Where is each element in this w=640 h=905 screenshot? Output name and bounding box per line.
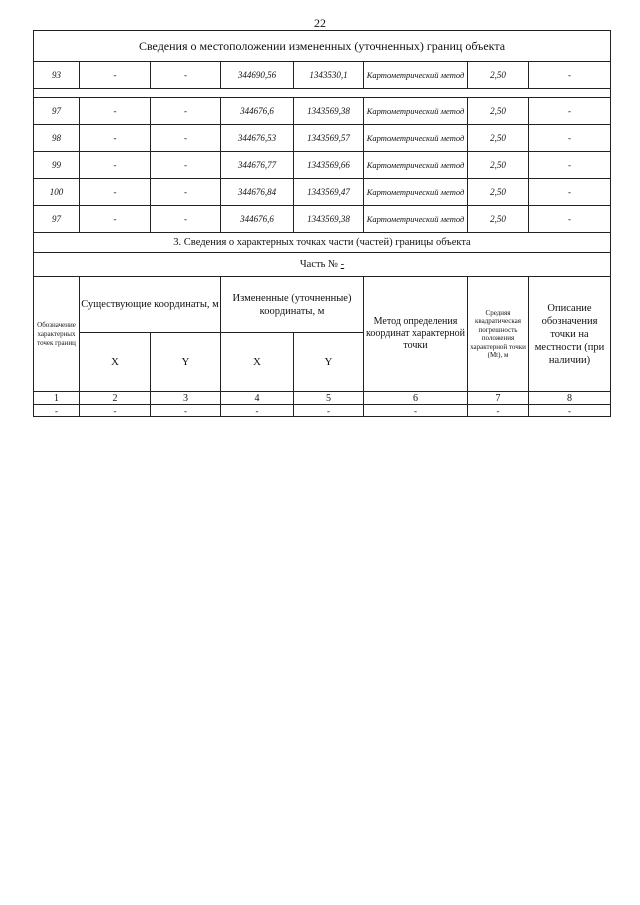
header-designation: Обозначение характерных точек границ [34, 277, 80, 392]
header-existing: Существующие координаты, м [80, 277, 221, 333]
empty-cell: - [529, 405, 611, 417]
column-number: 1 [34, 392, 80, 405]
changed-y: 1343569,38 [294, 206, 364, 233]
mt-cell: 2,50 [468, 206, 529, 233]
table-row [34, 62, 611, 89]
method-cell: Картометрический метод [364, 125, 468, 152]
method-cell: Картометрический метод [364, 62, 468, 89]
existing-y: - [151, 125, 221, 152]
point-number: 97 [34, 98, 80, 125]
column-number: 7 [468, 392, 529, 405]
existing-y: - [151, 179, 221, 206]
header-mt: Средняя квадратическая погрешность положения характерной точки (Mt), м [468, 277, 529, 392]
boundary-table [33, 30, 611, 417]
part-cell [34, 253, 611, 277]
column-number: 8 [529, 392, 611, 405]
part-value: - [340, 259, 345, 270]
mt-cell: 2,50 [468, 152, 529, 179]
description-cell: - [529, 62, 611, 89]
section3-title-row [34, 233, 611, 253]
changed-x: 344690,56 [221, 62, 294, 89]
empty-cell: - [151, 405, 221, 417]
description-cell: - [529, 179, 611, 206]
existing-y: - [151, 206, 221, 233]
gap-cell [34, 89, 611, 98]
changed-y: 1343530,1 [294, 62, 364, 89]
point-number: 100 [34, 179, 80, 206]
mt-cell: 2,50 [468, 98, 529, 125]
method-cell: Картометрический метод [364, 98, 468, 125]
header-changed: Измененные (уточненные) координаты, м [221, 277, 364, 333]
column-number: 5 [294, 392, 364, 405]
changed-x: 344676,6 [221, 206, 294, 233]
table-row [34, 405, 611, 417]
description-cell: - [529, 152, 611, 179]
changed-x: 344676,53 [221, 125, 294, 152]
point-number: 93 [34, 62, 80, 89]
changed-y: 1343569,47 [294, 179, 364, 206]
changed-x: 344676,77 [221, 152, 294, 179]
description-cell: - [529, 206, 611, 233]
existing-x: - [80, 62, 151, 89]
column-number: 2 [80, 392, 151, 405]
changed-y: 1343569,66 [294, 152, 364, 179]
empty-cell: - [468, 405, 529, 417]
changed-x: 344676,84 [221, 179, 294, 206]
table-row [34, 125, 611, 152]
method-cell: Картометрический метод [364, 179, 468, 206]
empty-cell: - [294, 405, 364, 417]
part-row [34, 253, 611, 277]
table-row [34, 206, 611, 233]
column-number: 4 [221, 392, 294, 405]
method-cell: Картометрический метод [364, 152, 468, 179]
mt-cell: 2,50 [468, 125, 529, 152]
header-row [34, 277, 611, 333]
changed-y: 1343569,38 [294, 98, 364, 125]
point-number: 98 [34, 125, 80, 152]
page-number: 22 [314, 16, 326, 30]
empty-cell: - [80, 405, 151, 417]
existing-y: - [151, 152, 221, 179]
header-method: Метод определения координат характерной точки [364, 277, 468, 392]
description-cell: - [529, 125, 611, 152]
header-description: Описание обозначения точки на местности (при наличии) [529, 277, 611, 392]
part-label: Часть № [299, 259, 341, 270]
changed-x: 344676,6 [221, 98, 294, 125]
section2-title-row [34, 31, 611, 62]
existing-y: - [151, 98, 221, 125]
section2-title: Сведения о местоположении измененных (уточненных) границ объекта [34, 31, 611, 62]
method-cell: Картометрический метод [364, 206, 468, 233]
table-row [34, 98, 611, 125]
header-existing-y: Y [151, 333, 221, 392]
gap-row [34, 89, 611, 98]
column-number-row [34, 392, 611, 405]
column-number: 6 [364, 392, 468, 405]
header-existing-x: X [80, 333, 151, 392]
table-row [34, 179, 611, 206]
existing-x: - [80, 152, 151, 179]
existing-x: - [80, 125, 151, 152]
changed-y: 1343569,57 [294, 125, 364, 152]
point-number: 99 [34, 152, 80, 179]
column-number: 3 [151, 392, 221, 405]
mt-cell: 2,50 [468, 179, 529, 206]
description-cell: - [529, 98, 611, 125]
table-row [34, 152, 611, 179]
existing-x: - [80, 98, 151, 125]
mt-cell: 2,50 [468, 62, 529, 89]
existing-y: - [151, 62, 221, 89]
header-changed-y: Y [294, 333, 364, 392]
section3-title: 3. Сведения о характерных точках части (частей) границы объекта [34, 233, 611, 253]
header-changed-x: X [221, 333, 294, 392]
empty-cell: - [34, 405, 80, 417]
empty-cell: - [364, 405, 468, 417]
point-number: 97 [34, 206, 80, 233]
existing-x: - [80, 206, 151, 233]
existing-x: - [80, 179, 151, 206]
empty-cell: - [221, 405, 294, 417]
